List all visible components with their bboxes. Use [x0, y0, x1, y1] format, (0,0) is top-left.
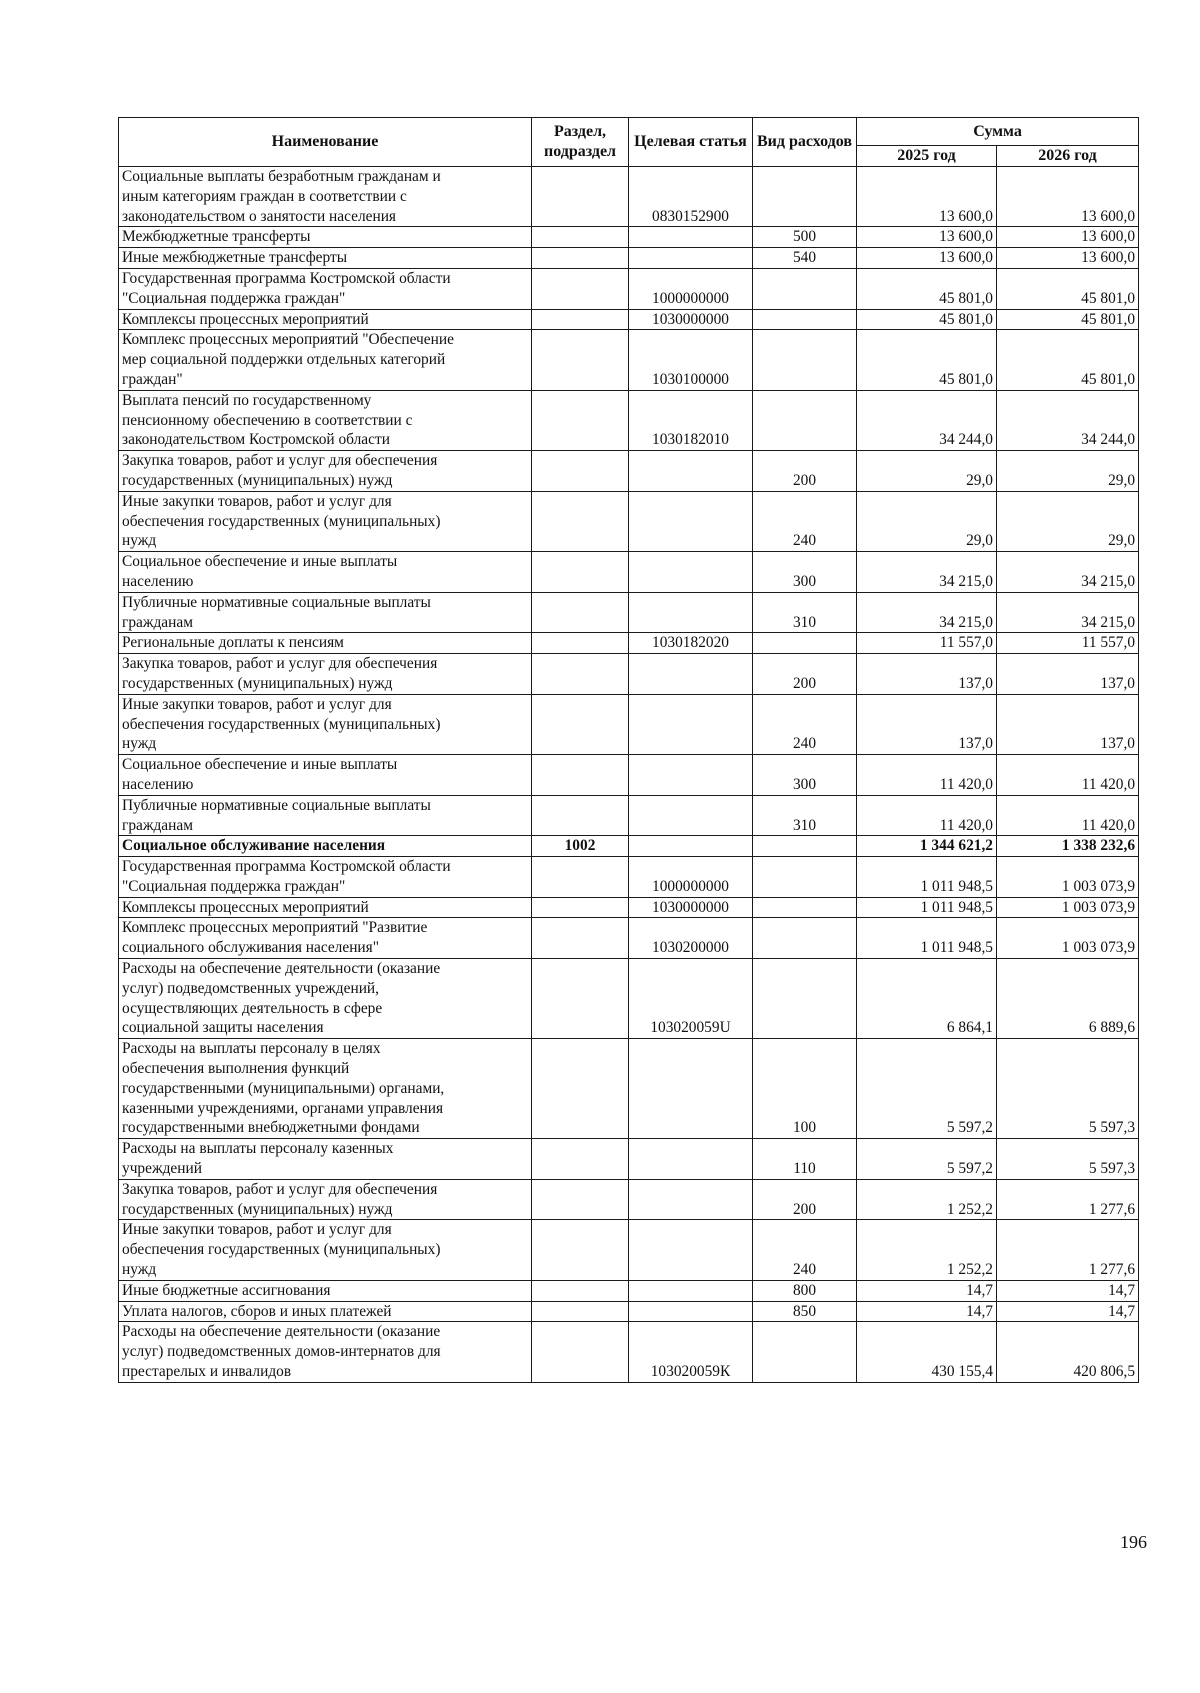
row-target-cell: 0830152900 — [629, 167, 753, 227]
row-name-cell: Иные закупки товаров, работ и услуг для обеспечения государственных (муниципальных) нужд — [119, 491, 532, 551]
row-name-cell: Закупка товаров, работ и услуг для обеспечения государственных (муниципальных) нужд — [119, 451, 532, 492]
row-sum-2025-cell: 14,7 — [857, 1301, 997, 1322]
row-section-cell — [532, 918, 629, 959]
row-sum-2025-cell: 5 597,2 — [857, 1039, 997, 1139]
row-target-cell — [629, 836, 753, 857]
row-target-cell — [629, 1220, 753, 1280]
row-sum-2026-cell: 13 600,0 — [997, 227, 1139, 248]
row-sum-2025-cell: 1 252,2 — [857, 1220, 997, 1280]
row-expense-type-cell: 200 — [753, 1179, 857, 1220]
row-expense-type-cell — [753, 390, 857, 450]
row-sum-2026-cell: 13 600,0 — [997, 248, 1139, 269]
row-target-cell — [629, 1280, 753, 1301]
row-section-cell — [532, 1039, 629, 1139]
row-target-cell — [629, 1039, 753, 1139]
table-row — [119, 227, 1139, 248]
row-target-cell — [629, 694, 753, 754]
row-name-cell: Комплексы процессных мероприятий — [119, 897, 532, 918]
row-section-cell: 1002 — [532, 836, 629, 857]
row-section-cell — [532, 330, 629, 390]
row-sum-2026-cell: 11 420,0 — [997, 795, 1139, 836]
row-section-cell — [532, 1322, 629, 1382]
row-expense-type-cell: 300 — [753, 755, 857, 796]
row-expense-type-cell: 310 — [753, 592, 857, 633]
table-row — [119, 654, 1139, 695]
row-sum-2025-cell: 34 244,0 — [857, 390, 997, 450]
row-section-cell — [532, 694, 629, 754]
row-target-cell: 103020059U — [629, 959, 753, 1039]
row-target-cell: 1000000000 — [629, 268, 753, 309]
row-name-cell: Социальные выплаты безработным гражданам и иным категориям граждан в соответствии с законодательством о занятости населения — [119, 167, 532, 227]
row-name-cell: Социальное обеспечение и иные выплаты населению — [119, 755, 532, 796]
row-expense-type-cell: 240 — [753, 694, 857, 754]
row-sum-2026-cell: 45 801,0 — [997, 268, 1139, 309]
table-row — [119, 633, 1139, 654]
row-sum-2026-cell: 1 277,6 — [997, 1220, 1139, 1280]
row-sum-2026-cell: 1 277,6 — [997, 1179, 1139, 1220]
table-row — [119, 309, 1139, 330]
row-expense-type-cell: 800 — [753, 1280, 857, 1301]
table-row — [119, 1139, 1139, 1180]
row-sum-2026-cell: 137,0 — [997, 654, 1139, 695]
row-expense-type-cell: 110 — [753, 1139, 857, 1180]
table-row — [119, 918, 1139, 959]
table-row — [119, 491, 1139, 551]
row-target-cell — [629, 654, 753, 695]
row-sum-2025-cell: 34 215,0 — [857, 592, 997, 633]
table-row — [119, 330, 1139, 390]
row-expense-type-cell: 310 — [753, 795, 857, 836]
row-name-cell: Публичные нормативные социальные выплаты гражданам — [119, 795, 532, 836]
row-sum-2026-cell: 34 215,0 — [997, 592, 1139, 633]
table-row — [119, 167, 1139, 227]
row-sum-2026-cell: 5 597,3 — [997, 1039, 1139, 1139]
row-sum-2025-cell: 45 801,0 — [857, 268, 997, 309]
row-sum-2025-cell: 1 344 621,2 — [857, 836, 997, 857]
row-section-cell — [532, 309, 629, 330]
row-sum-2025-cell: 11 420,0 — [857, 795, 997, 836]
row-sum-2025-cell: 14,7 — [857, 1280, 997, 1301]
row-sum-2025-cell: 137,0 — [857, 694, 997, 754]
row-sum-2026-cell: 1 003 073,9 — [997, 918, 1139, 959]
page-number: 196 — [1120, 1532, 1147, 1552]
header-year-2026: 2026 год — [997, 146, 1139, 167]
row-section-cell — [532, 795, 629, 836]
table-row — [119, 1179, 1139, 1220]
row-name-cell: Иные закупки товаров, работ и услуг для обеспечения государственных (муниципальных) нужд — [119, 694, 532, 754]
row-section-cell — [532, 1220, 629, 1280]
row-name-cell: Государственная программа Костромской области "Социальная поддержка граждан" — [119, 268, 532, 309]
table-row — [119, 390, 1139, 450]
row-target-cell — [629, 1301, 753, 1322]
row-section-cell — [532, 959, 629, 1039]
table-row — [119, 1322, 1139, 1382]
table-row — [119, 694, 1139, 754]
header-name: Наименование — [119, 118, 532, 167]
row-target-cell: 1030000000 — [629, 309, 753, 330]
row-sum-2025-cell: 430 155,4 — [857, 1322, 997, 1382]
row-sum-2026-cell: 1 338 232,6 — [997, 836, 1139, 857]
row-sum-2026-cell: 14,7 — [997, 1280, 1139, 1301]
row-target-cell — [629, 451, 753, 492]
table-row — [119, 897, 1139, 918]
row-sum-2026-cell: 29,0 — [997, 491, 1139, 551]
table-body — [119, 167, 1139, 1383]
row-expense-type-cell — [753, 897, 857, 918]
table-row — [119, 755, 1139, 796]
row-sum-2025-cell: 1 011 948,5 — [857, 918, 997, 959]
row-sum-2025-cell: 29,0 — [857, 491, 997, 551]
row-target-cell — [629, 1179, 753, 1220]
row-name-cell: Комплекс процессных мероприятий "Обеспечение мер социальной поддержки отдельных категорий граждан" — [119, 330, 532, 390]
row-section-cell — [532, 268, 629, 309]
row-section-cell — [532, 248, 629, 269]
header-expense-type: Вид расходов — [753, 118, 857, 167]
header-year-2025: 2025 год — [857, 146, 997, 167]
row-sum-2025-cell: 11 557,0 — [857, 633, 997, 654]
row-sum-2026-cell: 6 889,6 — [997, 959, 1139, 1039]
row-sum-2025-cell: 45 801,0 — [857, 330, 997, 390]
row-expense-type-cell — [753, 309, 857, 330]
row-name-cell: Социальное обеспечение и иные выплаты населению — [119, 552, 532, 593]
header-section: Раздел, подраздел — [532, 118, 629, 167]
row-section-cell — [532, 1280, 629, 1301]
row-sum-2026-cell: 34 244,0 — [997, 390, 1139, 450]
row-sum-2025-cell: 5 597,2 — [857, 1139, 997, 1180]
row-sum-2026-cell: 14,7 — [997, 1301, 1139, 1322]
row-name-cell: Публичные нормативные социальные выплаты гражданам — [119, 592, 532, 633]
row-name-cell: Расходы на выплаты персоналу в целях обеспечения выполнения функций государственными (муниципальными) органами, казенными учреждениями, органами управления государственными внебюджетными фондами — [119, 1039, 532, 1139]
row-sum-2026-cell: 13 600,0 — [997, 167, 1139, 227]
row-name-cell: Расходы на обеспечение деятельности (оказание услуг) подведомственных учреждений, осуществляющих деятельность в сфере социальной защиты населения — [119, 959, 532, 1039]
row-target-cell — [629, 552, 753, 593]
row-section-cell — [532, 1179, 629, 1220]
row-target-cell: 1030100000 — [629, 330, 753, 390]
row-name-cell: Иные закупки товаров, работ и услуг для обеспечения государственных (муниципальных) нужд — [119, 1220, 532, 1280]
row-target-cell: 1030200000 — [629, 918, 753, 959]
row-sum-2025-cell: 34 215,0 — [857, 552, 997, 593]
row-expense-type-cell: 240 — [753, 491, 857, 551]
table-row — [119, 795, 1139, 836]
row-section-cell — [532, 857, 629, 898]
row-target-cell — [629, 795, 753, 836]
row-name-cell: Межбюджетные трансферты — [119, 227, 532, 248]
table-row — [119, 1280, 1139, 1301]
row-section-cell — [532, 451, 629, 492]
row-sum-2025-cell: 45 801,0 — [857, 309, 997, 330]
row-sum-2026-cell: 45 801,0 — [997, 330, 1139, 390]
row-expense-type-cell — [753, 959, 857, 1039]
row-target-cell: 1030182010 — [629, 390, 753, 450]
row-expense-type-cell: 200 — [753, 451, 857, 492]
row-target-cell: 1030000000 — [629, 897, 753, 918]
header-sum: Сумма — [857, 118, 1139, 146]
row-target-cell — [629, 227, 753, 248]
row-name-cell: Иные межбюджетные трансферты — [119, 248, 532, 269]
table-row — [119, 1220, 1139, 1280]
table-row — [119, 1301, 1139, 1322]
row-target-cell: 103020059К — [629, 1322, 753, 1382]
row-expense-type-cell — [753, 330, 857, 390]
row-sum-2026-cell: 11 420,0 — [997, 755, 1139, 796]
row-name-cell: Региональные доплаты к пенсиям — [119, 633, 532, 654]
row-expense-type-cell — [753, 268, 857, 309]
table-row — [119, 451, 1139, 492]
table-row — [119, 592, 1139, 633]
row-name-cell: Комплекс процессных мероприятий "Развитие социального обслуживания населения" — [119, 918, 532, 959]
row-name-cell: Государственная программа Костромской области "Социальная поддержка граждан" — [119, 857, 532, 898]
row-sum-2025-cell: 13 600,0 — [857, 227, 997, 248]
row-target-cell — [629, 1139, 753, 1180]
row-sum-2026-cell: 420 806,5 — [997, 1322, 1139, 1382]
row-sum-2026-cell: 29,0 — [997, 451, 1139, 492]
row-expense-type-cell — [753, 167, 857, 227]
row-name-cell: Закупка товаров, работ и услуг для обеспечения государственных (муниципальных) нужд — [119, 654, 532, 695]
row-sum-2026-cell: 34 215,0 — [997, 552, 1139, 593]
row-expense-type-cell: 100 — [753, 1039, 857, 1139]
row-sum-2026-cell: 45 801,0 — [997, 309, 1139, 330]
row-name-cell: Иные бюджетные ассигнования — [119, 1280, 532, 1301]
row-section-cell — [532, 633, 629, 654]
row-name-cell: Закупка товаров, работ и услуг для обеспечения государственных (муниципальных) нужд — [119, 1179, 532, 1220]
table-row — [119, 248, 1139, 269]
row-expense-type-cell — [753, 836, 857, 857]
row-sum-2026-cell: 5 597,3 — [997, 1139, 1139, 1180]
row-sum-2025-cell: 13 600,0 — [857, 248, 997, 269]
row-sum-2025-cell: 11 420,0 — [857, 755, 997, 796]
row-target-cell — [629, 248, 753, 269]
row-section-cell — [532, 755, 629, 796]
row-section-cell — [532, 227, 629, 248]
table-row — [119, 1039, 1139, 1139]
row-name-cell: Выплата пенсий по государственному пенсионному обеспечению в соответствии с законодательством Костромской области — [119, 390, 532, 450]
row-expense-type-cell — [753, 857, 857, 898]
row-expense-type-cell: 500 — [753, 227, 857, 248]
row-target-cell: 1000000000 — [629, 857, 753, 898]
row-target-cell — [629, 491, 753, 551]
row-sum-2026-cell: 11 557,0 — [997, 633, 1139, 654]
row-section-cell — [532, 1301, 629, 1322]
row-expense-type-cell — [753, 1322, 857, 1382]
table-row — [119, 552, 1139, 593]
row-section-cell — [532, 167, 629, 227]
row-name-cell: Социальное обслуживание населения — [119, 836, 532, 857]
row-sum-2025-cell: 29,0 — [857, 451, 997, 492]
row-sum-2026-cell: 1 003 073,9 — [997, 897, 1139, 918]
row-target-cell — [629, 755, 753, 796]
row-target-cell — [629, 592, 753, 633]
row-name-cell: Расходы на обеспечение деятельности (оказание услуг) подведомственных домов-интернатов для престарелых и инвалидов — [119, 1322, 532, 1382]
row-sum-2025-cell: 13 600,0 — [857, 167, 997, 227]
row-section-cell — [532, 1139, 629, 1180]
row-section-cell — [532, 897, 629, 918]
row-sum-2025-cell: 6 864,1 — [857, 959, 997, 1039]
row-name-cell: Комплексы процессных мероприятий — [119, 309, 532, 330]
row-expense-type-cell: 540 — [753, 248, 857, 269]
row-expense-type-cell: 200 — [753, 654, 857, 695]
row-sum-2026-cell: 137,0 — [997, 694, 1139, 754]
row-expense-type-cell: 240 — [753, 1220, 857, 1280]
header-target: Целевая статья — [629, 118, 753, 167]
table-row — [119, 959, 1139, 1039]
row-sum-2025-cell: 137,0 — [857, 654, 997, 695]
row-section-cell — [532, 491, 629, 551]
row-section-cell — [532, 552, 629, 593]
budget-table — [118, 117, 1139, 1383]
row-sum-2026-cell: 1 003 073,9 — [997, 857, 1139, 898]
row-section-cell — [532, 390, 629, 450]
table-row — [119, 268, 1139, 309]
row-name-cell: Расходы на выплаты персоналу казенных учреждений — [119, 1139, 532, 1180]
row-expense-type-cell — [753, 633, 857, 654]
table-row — [119, 836, 1139, 857]
row-sum-2025-cell: 1 011 948,5 — [857, 897, 997, 918]
row-expense-type-cell: 850 — [753, 1301, 857, 1322]
row-sum-2025-cell: 1 011 948,5 — [857, 857, 997, 898]
row-expense-type-cell — [753, 918, 857, 959]
row-section-cell — [532, 654, 629, 695]
table-row — [119, 857, 1139, 898]
row-name-cell: Уплата налогов, сборов и иных платежей — [119, 1301, 532, 1322]
row-target-cell: 1030182020 — [629, 633, 753, 654]
row-section-cell — [532, 592, 629, 633]
row-expense-type-cell: 300 — [753, 552, 857, 593]
row-sum-2025-cell: 1 252,2 — [857, 1179, 997, 1220]
